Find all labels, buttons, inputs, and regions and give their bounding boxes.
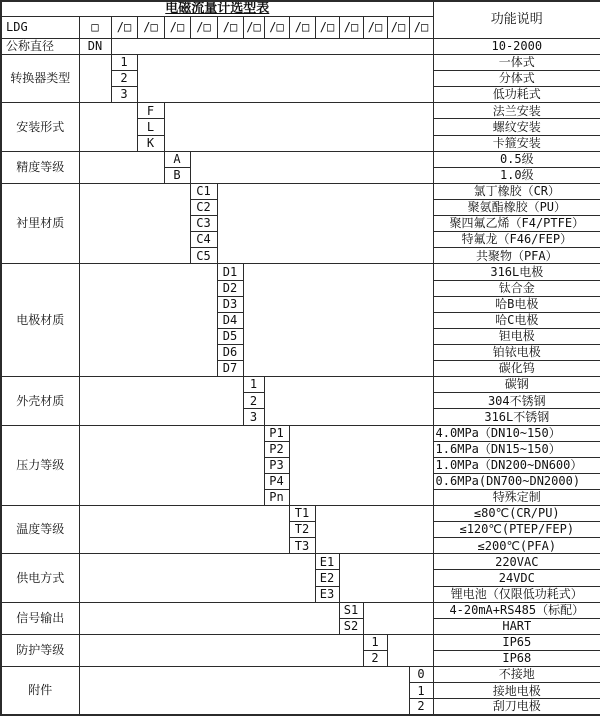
description-cell-text: ≤80℃(CR/PU) bbox=[473, 506, 560, 521]
model-slot-text: /□ bbox=[390, 20, 406, 34]
description-cell bbox=[433, 38, 600, 54]
description-cell-text: 特殊定制 bbox=[492, 490, 541, 505]
code-cell-text: B bbox=[173, 168, 181, 182]
category-label-text: 信号输出 bbox=[16, 611, 65, 626]
left-gap bbox=[79, 634, 363, 666]
code-cell bbox=[315, 554, 339, 570]
description-cell bbox=[433, 296, 600, 312]
description-cell-text: 法兰安装 bbox=[492, 103, 541, 118]
model-slot-text: /□ bbox=[367, 20, 383, 34]
description-cell-text: ≤120℃(PTEP/FEP) bbox=[459, 522, 575, 537]
code-cell bbox=[363, 651, 387, 667]
model-slot-text: /□ bbox=[294, 20, 310, 34]
code-cell bbox=[264, 457, 289, 473]
code-cell-text: L bbox=[146, 119, 155, 134]
code-cell-text: D7 bbox=[222, 361, 238, 376]
description-cell-text: 316L不锈钢 bbox=[484, 409, 550, 424]
description-cell-text: 钛合金 bbox=[498, 280, 535, 295]
description-cell bbox=[433, 312, 600, 328]
code-cell-text: K bbox=[146, 135, 155, 150]
description-cell-text: 氯丁橡胶（CR） bbox=[473, 184, 561, 199]
left-gap bbox=[79, 264, 217, 377]
description-cell-text: 碳钢 bbox=[504, 377, 529, 392]
code-cell-text: 1 bbox=[249, 377, 258, 392]
description-cell-text: 哈B电极 bbox=[495, 296, 539, 311]
description-cell bbox=[433, 409, 600, 425]
code-cell-text: A bbox=[173, 151, 181, 166]
description-cell-text: 铂铱电极 bbox=[492, 345, 541, 360]
model-slot bbox=[289, 16, 315, 38]
description-cell-text: 10-2000 bbox=[491, 39, 543, 54]
description-cell bbox=[433, 280, 600, 296]
code-cell-text: D6 bbox=[222, 345, 238, 360]
code-cell-text: D5 bbox=[222, 329, 238, 344]
model-slot-text: /□ bbox=[413, 20, 429, 34]
description-cell bbox=[433, 344, 600, 360]
description-cell-text: 不接地 bbox=[498, 667, 535, 682]
description-cell bbox=[433, 683, 600, 699]
code-cell bbox=[190, 248, 217, 264]
description-cell bbox=[433, 570, 600, 586]
model-slot-text: /□ bbox=[269, 20, 284, 34]
model-prefix bbox=[1, 16, 79, 38]
description-cell bbox=[433, 441, 600, 457]
category-label bbox=[1, 667, 79, 715]
model-slot bbox=[164, 16, 190, 38]
code-cell-text: C2 bbox=[196, 200, 211, 215]
category-label bbox=[1, 183, 79, 264]
right-gap bbox=[217, 183, 433, 264]
code-cell-text: 1 bbox=[120, 55, 128, 70]
code-cell-text: 2 bbox=[417, 699, 425, 714]
model-slot-text: /□ bbox=[246, 20, 261, 34]
left-gap bbox=[79, 425, 264, 506]
model-dn-slot bbox=[79, 16, 111, 38]
description-cell-text: ≤200℃(PFA) bbox=[477, 538, 557, 553]
description-cell-text: 钽电极 bbox=[498, 329, 535, 344]
right-gap bbox=[111, 38, 433, 54]
code-cell-text: 3 bbox=[249, 409, 258, 424]
code-cell bbox=[409, 683, 433, 699]
description-cell-text: 聚四氟乙烯（F4/PTFE） bbox=[449, 216, 585, 231]
right-gap bbox=[289, 425, 433, 506]
category-label-text: 安装形式 bbox=[16, 119, 65, 134]
code-cell bbox=[190, 183, 217, 199]
category-label bbox=[1, 634, 79, 666]
description-cell-text: 低功耗式 bbox=[492, 87, 541, 102]
code-cell bbox=[243, 409, 264, 425]
description-cell bbox=[433, 618, 600, 634]
code-cell-text: D1 bbox=[222, 264, 238, 279]
category-label-text: 转换器类型 bbox=[10, 71, 71, 86]
description-cell-text: 锂电池（仅限低功耗式） bbox=[450, 586, 583, 601]
code-cell bbox=[137, 135, 164, 151]
code-cell bbox=[137, 103, 164, 119]
code-cell-text: Pn bbox=[269, 490, 284, 505]
code-cell-text: T2 bbox=[294, 522, 310, 537]
description-cell bbox=[433, 699, 600, 715]
code-cell-text: DN bbox=[87, 39, 103, 54]
category-label bbox=[1, 554, 79, 602]
description-cell bbox=[433, 554, 600, 570]
description-cell-text: IP68 bbox=[502, 651, 532, 666]
description-cell bbox=[433, 377, 600, 393]
code-cell bbox=[243, 393, 264, 409]
left-gap bbox=[79, 506, 289, 554]
category-label-text: 温度等级 bbox=[16, 522, 65, 537]
code-cell bbox=[190, 216, 217, 232]
description-cell bbox=[433, 71, 600, 87]
description-cell-text: IP65 bbox=[502, 635, 532, 650]
description-cell bbox=[433, 489, 600, 505]
description-cell-text: 316L电极 bbox=[490, 264, 544, 279]
description-cell bbox=[433, 216, 600, 232]
model-slot-text: /□ bbox=[222, 20, 238, 34]
code-cell-text: C5 bbox=[196, 248, 211, 263]
code-cell bbox=[264, 425, 289, 441]
description-cell bbox=[433, 602, 600, 618]
category-label-text: 精度等级 bbox=[16, 159, 65, 174]
model-slot bbox=[243, 16, 264, 38]
description-cell-text: 0.5级 bbox=[499, 151, 534, 166]
description-cell-text: 碳化钨 bbox=[498, 361, 535, 376]
category-label bbox=[1, 506, 79, 554]
description-cell-text: 分体式 bbox=[498, 71, 535, 86]
description-cell-text: 4-20mA+RS485（标配） bbox=[449, 602, 585, 617]
description-cell bbox=[433, 506, 600, 522]
description-cell-text: 304不锈钢 bbox=[487, 393, 546, 408]
category-label bbox=[1, 425, 79, 506]
model-slot-text: /□ bbox=[143, 20, 158, 34]
code-cell bbox=[111, 54, 137, 70]
right-gap bbox=[264, 377, 433, 425]
description-cell bbox=[433, 119, 600, 135]
description-cell-text: 4.0MPa（DN10~150） bbox=[435, 425, 561, 440]
description-cell bbox=[433, 667, 600, 683]
description-cell-text: 螺纹安装 bbox=[492, 119, 541, 134]
code-cell bbox=[289, 506, 315, 522]
model-slot bbox=[217, 16, 243, 38]
left-gap bbox=[79, 151, 164, 183]
code-cell bbox=[217, 264, 243, 280]
code-cell-text: C3 bbox=[196, 216, 211, 231]
model-dn-slot-text: □ bbox=[91, 20, 99, 34]
description-cell-text: 220VAC bbox=[495, 554, 539, 569]
code-cell-text: 2 bbox=[120, 71, 128, 86]
description-cell bbox=[433, 264, 600, 280]
code-cell bbox=[111, 71, 137, 87]
code-cell-text: C4 bbox=[196, 232, 211, 247]
description-cell bbox=[433, 425, 600, 441]
left-gap bbox=[79, 602, 339, 634]
category-label bbox=[1, 602, 79, 634]
code-cell bbox=[315, 586, 339, 602]
category-label-text: 压力等级 bbox=[16, 457, 65, 472]
description-cell-text: 1.6MPa（DN15~150） bbox=[435, 441, 561, 456]
category-label-text: 防护等级 bbox=[16, 643, 65, 658]
model-slot bbox=[339, 16, 363, 38]
category-label-text: 供电方式 bbox=[16, 570, 65, 585]
right-gap bbox=[243, 264, 433, 377]
code-cell-text: 0 bbox=[417, 667, 425, 682]
model-slot-text: /□ bbox=[169, 20, 185, 34]
description-cell bbox=[433, 522, 600, 538]
code-cell bbox=[217, 344, 243, 360]
category-label bbox=[1, 103, 79, 151]
code-cell bbox=[264, 441, 289, 457]
description-cell bbox=[433, 328, 600, 344]
category-label bbox=[1, 377, 79, 425]
code-cell-text: P4 bbox=[269, 474, 284, 489]
right-gap bbox=[363, 602, 433, 634]
model-slot bbox=[264, 16, 289, 38]
code-cell bbox=[363, 634, 387, 650]
code-cell bbox=[289, 522, 315, 538]
model-slot-text: /□ bbox=[196, 20, 211, 34]
description-cell-text: HART bbox=[502, 619, 532, 634]
description-cell bbox=[433, 457, 600, 473]
left-gap bbox=[79, 667, 409, 715]
category-label-text: 衬里材质 bbox=[16, 216, 65, 231]
code-cell bbox=[409, 699, 433, 715]
left-gap bbox=[79, 54, 111, 102]
description-cell-text: 接地电极 bbox=[492, 683, 541, 698]
description-cell-text: 1.0MPa（DN200~DN600） bbox=[435, 457, 583, 472]
code-cell-text: 1 bbox=[371, 635, 379, 650]
code-cell-text: E1 bbox=[319, 554, 335, 569]
page-title bbox=[1, 1, 433, 16]
code-cell-text: C1 bbox=[196, 184, 211, 199]
right-gap bbox=[339, 554, 433, 602]
model-slot bbox=[315, 16, 339, 38]
model-prefix-text: LDG bbox=[6, 20, 28, 34]
code-cell bbox=[137, 119, 164, 135]
page-title-text: 电磁流量计选型表 bbox=[165, 1, 270, 17]
model-slot-text: /□ bbox=[343, 20, 359, 34]
description-cell-text: 24VDC bbox=[498, 570, 535, 585]
code-cell bbox=[217, 328, 243, 344]
description-cell bbox=[433, 586, 600, 602]
code-cell-text: S2 bbox=[343, 619, 359, 634]
code-cell-text: P1 bbox=[269, 425, 284, 440]
code-cell bbox=[315, 570, 339, 586]
code-cell bbox=[243, 377, 264, 393]
code-cell bbox=[164, 167, 190, 183]
category-label-text: 附件 bbox=[28, 683, 53, 698]
left-gap bbox=[79, 183, 190, 264]
description-cell bbox=[433, 248, 600, 264]
description-cell bbox=[433, 473, 600, 489]
code-cell bbox=[217, 280, 243, 296]
description-cell bbox=[433, 183, 600, 199]
description-cell bbox=[433, 199, 600, 215]
description-cell bbox=[433, 167, 600, 183]
description-cell bbox=[433, 135, 600, 151]
description-cell bbox=[433, 634, 600, 650]
category-label-text: 外壳材质 bbox=[16, 393, 65, 408]
description-cell-text: 刮刀电极 bbox=[492, 699, 541, 714]
code-cell bbox=[111, 87, 137, 103]
category-label bbox=[1, 264, 79, 377]
description-cell bbox=[433, 87, 600, 103]
description-cell-text: 1.0级 bbox=[499, 168, 534, 182]
code-cell-text: 1 bbox=[417, 683, 425, 698]
category-label-text: 电极材质 bbox=[16, 312, 65, 327]
description-cell bbox=[433, 651, 600, 667]
right-gap bbox=[190, 151, 433, 183]
description-cell-text: 卡箍安装 bbox=[492, 135, 541, 150]
description-cell-text: 一体式 bbox=[498, 55, 535, 70]
code-cell-text: E2 bbox=[319, 570, 335, 585]
description-cell-text: 共聚物（PFA） bbox=[475, 248, 558, 263]
description-cell-text: 特氟龙（F46/FEP） bbox=[461, 232, 573, 247]
left-gap bbox=[79, 103, 137, 151]
model-slot bbox=[111, 16, 137, 38]
code-cell-text: 2 bbox=[249, 393, 258, 408]
code-cell bbox=[79, 38, 111, 54]
model-slot bbox=[409, 16, 433, 38]
code-cell bbox=[264, 473, 289, 489]
code-cell bbox=[264, 489, 289, 505]
code-cell-text: P2 bbox=[269, 441, 284, 456]
code-cell-text: E3 bbox=[319, 586, 335, 601]
model-slot bbox=[363, 16, 387, 38]
code-cell-text: S1 bbox=[343, 602, 359, 617]
code-cell-text: T3 bbox=[294, 538, 310, 553]
code-cell-text: 2 bbox=[371, 651, 379, 666]
code-cell-text: P3 bbox=[269, 457, 284, 472]
code-cell-text: D4 bbox=[222, 312, 238, 327]
category-label bbox=[1, 54, 79, 102]
function-description-header bbox=[433, 1, 600, 38]
function-description-header-text: 功能说明 bbox=[490, 12, 543, 28]
description-cell bbox=[433, 361, 600, 377]
code-cell bbox=[190, 232, 217, 248]
right-gap bbox=[315, 506, 433, 554]
category-label bbox=[1, 151, 79, 183]
code-cell bbox=[289, 538, 315, 554]
code-cell bbox=[339, 618, 363, 634]
code-cell-text: D2 bbox=[222, 280, 238, 295]
code-cell bbox=[164, 151, 190, 167]
code-cell-text: 3 bbox=[120, 87, 128, 102]
left-gap bbox=[79, 554, 315, 602]
code-cell bbox=[190, 199, 217, 215]
model-slot-text: /□ bbox=[319, 20, 335, 34]
code-cell bbox=[217, 296, 243, 312]
code-cell-text: F bbox=[146, 103, 155, 118]
code-cell bbox=[217, 312, 243, 328]
model-slot bbox=[190, 16, 217, 38]
code-cell-text: D3 bbox=[222, 296, 238, 311]
code-cell-text: T1 bbox=[294, 506, 310, 521]
model-slot-text: /□ bbox=[116, 20, 132, 34]
category-label-text: 公称直径 bbox=[6, 39, 55, 54]
right-gap bbox=[137, 54, 433, 102]
description-cell bbox=[433, 393, 600, 409]
right-gap bbox=[387, 634, 433, 666]
description-cell-text: 哈C电极 bbox=[495, 312, 539, 327]
description-cell-text: 聚氨酯橡胶（PU） bbox=[467, 200, 567, 215]
left-gap bbox=[79, 377, 243, 425]
description-cell bbox=[433, 151, 600, 167]
description-cell-text: 0.6MPa(DN700~DN2000) bbox=[435, 474, 581, 489]
description-cell bbox=[433, 103, 600, 119]
description-cell bbox=[433, 538, 600, 554]
description-cell bbox=[433, 54, 600, 70]
model-slot bbox=[387, 16, 409, 38]
category-label bbox=[1, 38, 79, 54]
description-cell bbox=[433, 232, 600, 248]
code-cell bbox=[339, 602, 363, 618]
model-slot bbox=[137, 16, 164, 38]
code-cell bbox=[409, 667, 433, 683]
code-cell bbox=[217, 361, 243, 377]
right-gap bbox=[164, 103, 433, 151]
